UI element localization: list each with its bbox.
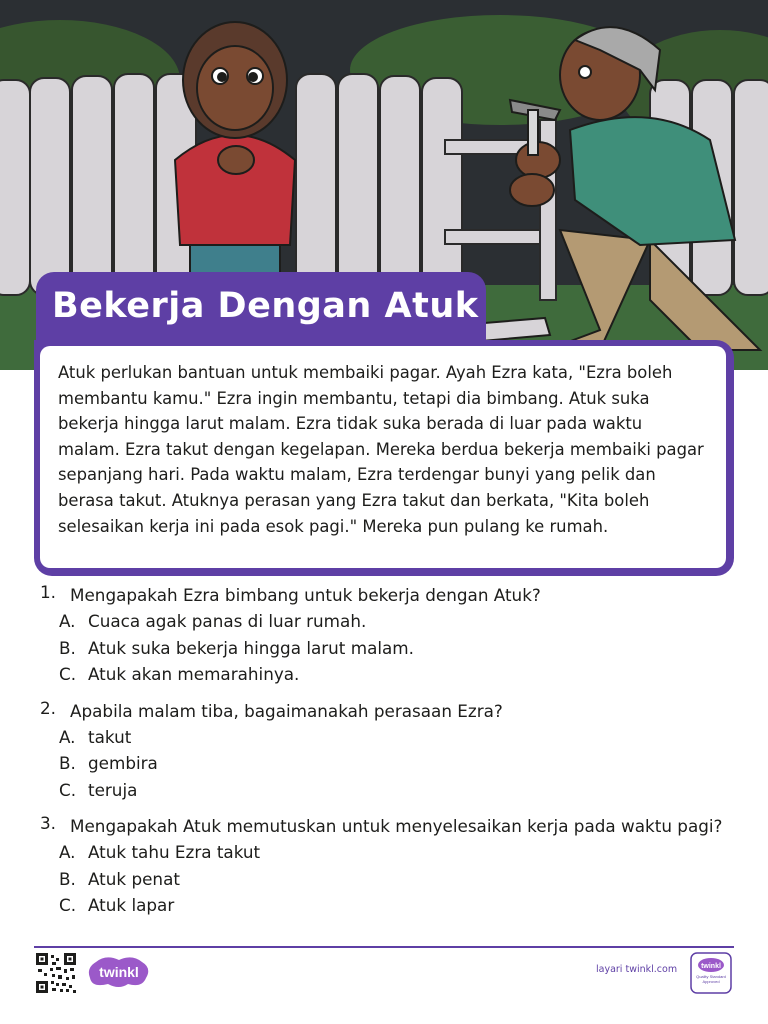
option-letter: C. — [59, 779, 77, 800]
option-c — [40, 777, 740, 804]
question-number: 3. — [40, 813, 57, 833]
option-b — [40, 750, 740, 777]
option-text: Atuk tahu Ezra takut — [88, 842, 261, 862]
logo-text: twinkl — [99, 964, 139, 980]
option-a — [40, 608, 740, 635]
option-text: takut — [88, 726, 132, 747]
qr-code-icon[interactable] — [36, 953, 76, 993]
badge-subtext: Quality Standard Approved — [696, 974, 726, 984]
question-number: 2. — [40, 697, 57, 718]
option-letter: B. — [59, 868, 76, 889]
questions-list — [40, 582, 740, 919]
option-c — [40, 892, 740, 919]
option-b — [40, 635, 740, 662]
page-title: Bekerja Dengan Atuk — [52, 286, 479, 326]
footer-divider — [34, 946, 734, 948]
option-text: Atuk akan memarahinya. — [88, 664, 300, 684]
question-1 — [40, 582, 740, 688]
option-text: Atuk suka bekerja hingga larut malam. — [88, 637, 414, 658]
option-letter: C. — [59, 664, 77, 684]
option-c — [40, 661, 740, 688]
option-text: Atuk lapar — [88, 895, 175, 915]
badge-text: twinkl — [701, 963, 721, 970]
quality-badge — [690, 952, 732, 994]
option-letter: A. — [59, 611, 76, 631]
option-letter: B. — [59, 753, 76, 773]
option-a — [40, 724, 740, 751]
twinkl-logo — [86, 956, 152, 988]
passage-box — [34, 340, 734, 576]
question-3 — [40, 813, 740, 919]
passage-text: Atuk perlukan bantuan untuk membaiki pagar. Ayah Ezra kata, "Ezra boleh membantu kamu." Ezra ingin membantu, tetapi dia bimbang. Atuk suka bekerja hingga larut malam. Ezra tidak suka berada di luar pada waktu malam. Ezra takut dengan kegelapan. Mereka berdua bekerja membaiki pagar sepanjang hari. Pada waktu malam, Ezra terdengar bunyi yang pelik dan berasa takut. Atuknya perasan yang Ezra takut dan berkata, "Kita boleh selesaikan kerja ini pada esok pagi." Mereka pun pulang ke rumah. — [40, 346, 726, 568]
option-a — [40, 839, 740, 866]
option-b — [40, 866, 740, 893]
question-number: 1. — [40, 582, 57, 602]
option-text: teruja — [88, 779, 138, 800]
option-text: gembira — [88, 753, 158, 773]
option-letter: B. — [59, 637, 76, 658]
question-text: Mengapakah Atuk memutuskan untuk menyelesaikan kerja pada waktu pagi? — [70, 816, 723, 836]
option-letter: A. — [59, 842, 76, 862]
visit-link[interactable]: layari twinkl.com — [596, 964, 678, 975]
option-text: Atuk penat — [88, 868, 180, 889]
question-2 — [40, 698, 740, 804]
question-text: Apabila malam tiba, bagaimanakah perasaan Ezra? — [70, 700, 503, 721]
option-letter: A. — [59, 726, 76, 747]
title-tab — [36, 272, 486, 348]
option-text: Cuaca agak panas di luar rumah. — [88, 611, 367, 631]
question-text: Mengapakah Ezra bimbang untuk bekerja dengan Atuk? — [70, 585, 541, 605]
option-letter: C. — [59, 895, 77, 915]
